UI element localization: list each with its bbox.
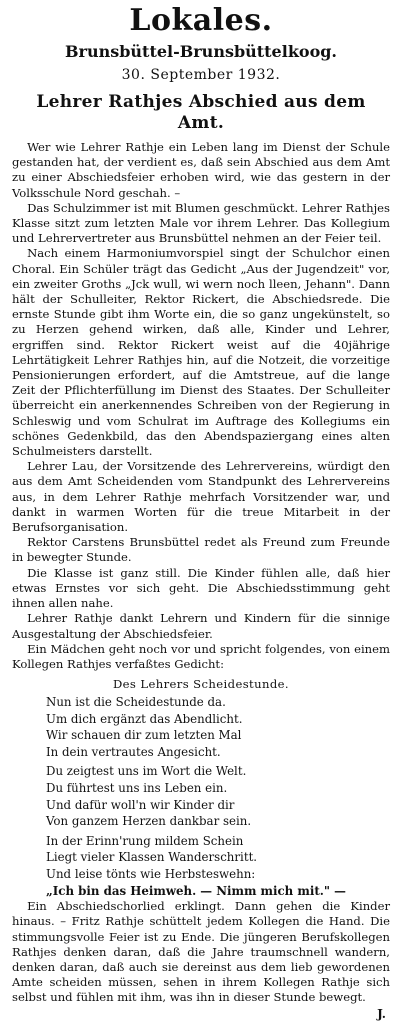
poem-line: Du zeigtest uns im Wort die Welt. (46, 764, 247, 779)
poem-line: Du führtest uns ins Leben ein. (46, 781, 228, 796)
poem-line: Von ganzem Herzen dankbar sein. (46, 814, 252, 829)
paragraph: Nach einem Harmoniumvorspiel singt der Schulchor einen Choral. Ein Schüler trägt das Gedicht „Aus der Jugendzeit" vor, ein zweiter Groths „Jck wull, wi wern noch lleen, Jehann". Dann hält der Schulleiter, Rektor Rickert, die Abschiedsrede. Die ernste Stunde gibt ihm Worte ein, die so ganz ungekünstelt, so zu Herzen gehend wirken, daß alle, Kinder und Lehrer, ergriffen sind. Rektor Rickert weist auf die 40jährige Lehrtätigkeit Lehrer Rathjes hin, auf die Notzeit, die vorzeitige Pensionierungen erfordert, auf die Amtstreue, auf die lange Zeit der Pflichterfüllung im Dienst des Staates. Der Schulleiter überreicht ein anerkennendes Schreiben von der Regierung in Schleswig und vom Schulrat im Auftrage des Kollegiums ein schönes Gedenkbild, das den Abendspaziergang eines alten Schulmeisters darstellt. (12, 246, 390, 459)
poem-line: Wir schauen dir zum letzten Mal (46, 728, 242, 743)
paragraph: Rektor Carstens Brunsbüttel redet als Freund zum Freunde in bewegter Stunde. (12, 535, 390, 565)
poem-line: Um dich ergänzt das Abendlicht. (46, 711, 243, 726)
poem-line: Liegt vieler Klassen Wanderschritt. (46, 850, 258, 865)
article-body (12, 140, 390, 672)
paragraph: Ein Mädchen geht noch vor und spricht folgendes, von einem Kollegen Rathjes verfaßtes Gedicht: (12, 641, 390, 671)
dateline: 30. September 1932. (121, 67, 281, 83)
article-headline: Lehrer Rathjes Abschied aus dem Amt. (36, 92, 366, 133)
poem-line: Und dafür woll'n wir Kinder dir (46, 797, 235, 812)
poem-line: In dein vertrautes Angesicht. (46, 744, 221, 759)
paragraph: Das Schulzimmer ist mit Blumen geschmückt. Lehrer Rathjes Klasse sitzt zum letzten Male vor ihrem Lehrer. Das Kollegium und Lehrervertreter aus Brunsbüttel nehmen an der Feier teil. (12, 200, 390, 246)
closing-paragraph: Ein Abschiedschorlied erklingt. Dann gehen die Kinder hinaus. – Fritz Rathje schüttelt jedem Kollegen die Hand. Die stimmungsvolle Feier ist zu Ende. Die jüngeren Berufskollegen Rathjes denken daran, daß die Jahre traumschnell wandern, denken daran, daß auch sie dereinst aus dem lieb gewordenen Amte scheiden müssen, sehen in ihrem Kollegen Rathje sich selbst und fühlen mit ihm, was ihn in dieser Stunde bewegt. (12, 899, 390, 1005)
paragraph: Die Klasse ist ganz still. Die Kinder fühlen alle, daß hier etwas Ernstes vor sich geht. Die Abschiedsstimmung geht ihnen allen nahe. (12, 565, 390, 611)
paragraph: Lehrer Rathje dankt Lehrern und Kindern für die sinnige Ausgestaltung der Abschiedsfeier. (12, 611, 390, 641)
poem-line: In der Erinn'rung mildem Schein (46, 833, 244, 848)
section-masthead: Lokales. (129, 3, 273, 38)
poem-line: Und leise tönts wie Herbsteswehn: (46, 867, 256, 882)
poem-title: Des Lehrers Scheidestunde. (112, 677, 290, 692)
author-signature: J. (377, 1007, 386, 1021)
place-heading: Brunsbüttel-Brunsbüttelkoog. (65, 42, 337, 61)
paragraph: Wer wie Lehrer Rathje ein Leben lang im Dienst der Schule gestanden hat, der verdient es, daß sein Abschied aus dem Amt zu einer Abschiedsfeier erhoben wird, wie das gestern in der Volksschule Nord geschah. – (12, 140, 390, 200)
poem-line: „Ich bin das Heimweh. — Nimm mich mit." — (46, 883, 346, 898)
poem (46, 694, 390, 899)
poem-line: Nun ist die Scheidestunde da. (46, 695, 226, 710)
paragraph: Lehrer Lau, der Vorsitzende des Lehrervereins, würdigt den aus dem Amt Scheidenden vom Standpunkt des Lehrervereins aus, in dem Lehrer Rathje mehrfach Vorsitzender war, und dankt in warmen Worten für die treue Mitarbeit in der Berufsorganisation. (12, 459, 390, 535)
